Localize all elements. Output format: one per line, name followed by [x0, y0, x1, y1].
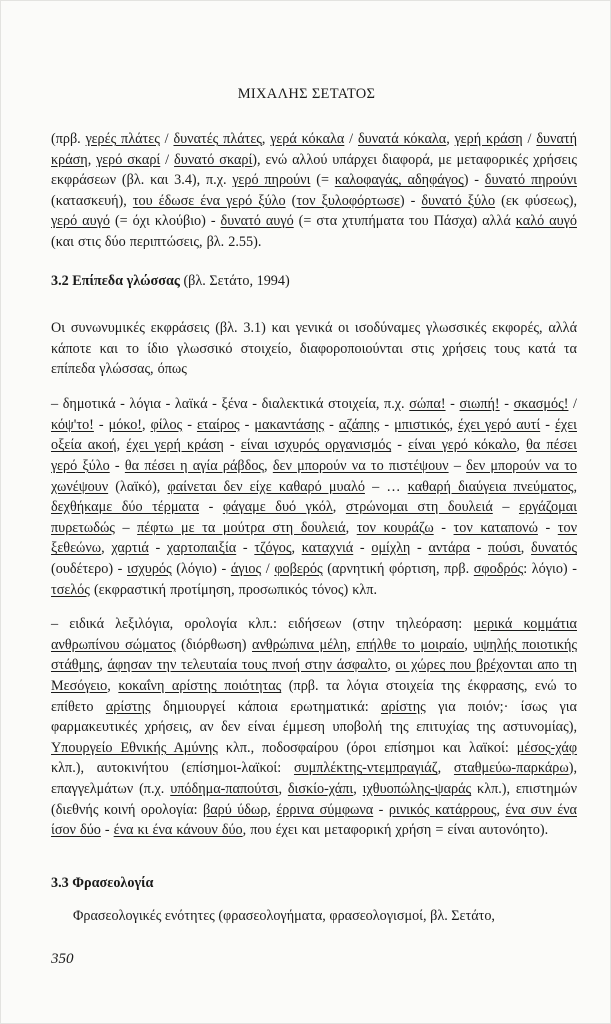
- text-run: -: [469, 540, 489, 557]
- text-run: ,: [446, 131, 455, 147]
- running-head: ΜΙΧΑΛΗΣ ΣΕΤΑΤΟΣ: [237, 86, 376, 102]
- underlined-expression: πέφτω με τα μούτρα στη δουλειά: [137, 519, 346, 536]
- underlined-expression: ομίχλη: [371, 540, 411, 557]
- underlined-expression: έχει γερή κράση: [126, 437, 224, 454]
- text-run: , που έχει και μεταφορική χρήση = είναι αυτονόητο).: [242, 822, 549, 839]
- underlined-expression: καθαρή διαύγεια πνεύματος: [407, 478, 574, 495]
- text-run: -: [223, 437, 241, 454]
- underlined-expression: υπόδημα-παπούτσι: [170, 781, 279, 798]
- text-run: -: [540, 416, 555, 433]
- underlined-expression: γερό πηρούνι: [232, 172, 311, 189]
- text-run: -: [373, 801, 389, 818]
- text-run: (πρβ. τα λόγια στοιχεία της έκφρασης, ενώ το επίθετο: [51, 678, 577, 715]
- para2-text: [51, 318, 577, 380]
- text-run: (= όχι κλούβιο) -: [109, 213, 221, 230]
- underlined-expression: έχει οξεία ακοή: [51, 416, 577, 454]
- text-run: ,: [87, 151, 97, 168]
- underlined-expression: στρώνομαι στη δουλειά: [345, 499, 493, 516]
- text-run: -: [236, 540, 255, 557]
- underlined-expression: μπιστικός: [394, 416, 450, 433]
- para4-text: [51, 614, 577, 841]
- paragraph-intro: [51, 129, 577, 253]
- text-run: /: [568, 396, 578, 413]
- underlined-expression: γερές πλάτες: [85, 131, 160, 147]
- text-run: κλπ.), επιστημών (διεθνής κοινή ορολογία:: [51, 781, 578, 818]
- underlined-expression: σφοδρός: [473, 560, 524, 577]
- underlined-expression: σώπα!: [409, 396, 446, 413]
- section-heading-3-3: [51, 875, 577, 892]
- underlined-expression: δυνατά κόκαλα: [357, 131, 447, 147]
- underlined-expression: τον καταπονώ: [453, 519, 538, 536]
- text-run: ,: [573, 478, 577, 495]
- section-ref: (βλ. Σετάτο, 1994): [179, 273, 290, 289]
- underlined-expression: δεχθήκαμε δύο τέρματα: [51, 499, 200, 516]
- text-run: Οι συνωνυμικές εκφράσεις (βλ. 3.1) και γενικά οι ισοδύναμες γλωσσικές εκφορές, αλλά κάποτε και το ίδιο γλωσσικό στοιχείο, διαφοροποιούνται στις χρήσεις τους κατά τα επίπεδα γλώσσας, όπως: [51, 320, 577, 378]
- underlined-expression: δυνατή κράση: [51, 131, 578, 168]
- text-run: δημιουργεί κάποια ερωτηματικά:: [150, 698, 382, 715]
- text-run: (ουδέτερο) -: [51, 560, 128, 577]
- underlined-expression: οι χώρες που βρέχονται απο τη Μεσόγειο: [51, 657, 577, 695]
- underlined-expression: σιωπή!: [459, 396, 500, 413]
- underlined-expression: δυνατό πηρούνι: [484, 172, 577, 189]
- text-run: ,: [107, 678, 119, 695]
- text-run: -: [499, 396, 514, 413]
- text-run: -: [100, 822, 114, 839]
- underlined-expression: τζόγος: [254, 540, 292, 557]
- text-run: ,: [345, 519, 357, 536]
- underlined-expression: χαρτοπαιξία: [166, 540, 237, 557]
- underlined-expression: μερικά κομμάτια ανθρωπίνου σώματος: [51, 616, 577, 653]
- underlined-expression: ανθρώπινα μέλη: [252, 636, 348, 653]
- underlined-expression: μέσος-χάφ: [516, 739, 578, 756]
- text-run: ,: [387, 657, 396, 674]
- text-run: ) -: [399, 192, 422, 209]
- underlined-expression: δυνατό σκαρί: [174, 151, 253, 168]
- underlined-expression: ιχθυοπώλης-ψαράς: [362, 781, 472, 798]
- text-run: (πρβ.: [51, 131, 86, 147]
- text-run: (αρνητική φόρτιση, πρβ.: [322, 560, 474, 577]
- para5-text: [51, 906, 577, 927]
- underlined-expression: χαρτιά: [111, 540, 149, 557]
- text-run: -: [109, 457, 125, 474]
- text-run: : λόγιο) -: [523, 560, 578, 577]
- text-run: ,: [116, 437, 127, 454]
- text-run: ,: [142, 416, 151, 433]
- page-number: 350: [51, 951, 74, 967]
- underlined-expression: δεν μπορούν να το χωνέψουν: [51, 457, 578, 495]
- text-run: -: [353, 540, 372, 557]
- underlined-expression: σταθμεύω-παρκάρω: [453, 760, 569, 777]
- text-run: (και στις δύο περιπτώσεις, βλ. 2.55).: [51, 233, 262, 250]
- para3-text: [51, 394, 577, 600]
- underlined-expression: μόκο!: [108, 416, 143, 433]
- underlined-expression: καλό αυγό: [515, 213, 577, 230]
- underlined-expression: άγιος: [230, 560, 262, 577]
- text-run: -: [445, 396, 460, 413]
- text-run: (εκφραστική προτίμηση, προσωπικός τόνος) κλπ.: [89, 581, 378, 598]
- underlined-expression: άφησαν την τελευταία τους πνοή στην άσφαλτο: [107, 657, 388, 674]
- text-run: ,: [332, 499, 346, 516]
- underlined-expression: έρρινα σύμφωνα: [276, 801, 374, 818]
- text-run: κλπ., ποδοσφαίρου (όροι επίσημοι και λαϊκοί:: [217, 739, 517, 756]
- underlined-expression: τον ξεθεώνω: [51, 519, 578, 557]
- underlined-expression: μακαντάσης: [254, 416, 325, 433]
- underlined-expression: αντάρα: [428, 540, 470, 557]
- text-run: – …: [364, 478, 408, 495]
- text-run: ,: [464, 636, 474, 653]
- text-run: κλπ.), αυτοκινήτου (επίσημοι-λαϊκοί:: [51, 760, 294, 777]
- underlined-expression: εργάζομαι πυρετωδώς: [51, 499, 578, 536]
- text-run: ,: [264, 457, 273, 474]
- underlined-expression: τον ξυλοφόρτωσε: [296, 192, 400, 209]
- text-run: -: [433, 519, 454, 536]
- underlined-expression: θα πέσει η αγία ράβδος: [124, 457, 265, 474]
- text-run: ) -: [463, 172, 485, 189]
- text-run: -: [93, 416, 109, 433]
- underlined-expression: γερή κράση: [454, 131, 523, 147]
- text-run: (διόρθωση): [175, 636, 253, 653]
- text-run: (=: [310, 172, 335, 189]
- underlined-expression: αρίστης: [381, 698, 426, 715]
- text-run: -: [182, 416, 197, 433]
- underlined-expression: εταίρος: [196, 416, 240, 433]
- underlined-expression: είναι ισχυρός οργανισμός: [240, 437, 392, 454]
- text-run: ,: [347, 636, 357, 653]
- text-run: ,: [101, 540, 112, 557]
- text-run: -: [391, 437, 409, 454]
- text-run: (κατασκευή),: [51, 192, 133, 209]
- underlined-expression: ένα κι ένα κάνουν δύο: [113, 822, 243, 839]
- text-run: – ειδικά λεξιλόγια, ορολογία κλπ.: ειδήσεων (στην τηλεόραση:: [51, 616, 474, 633]
- text-run: ,: [449, 416, 458, 433]
- underlined-expression: βαρύ ύδωρ: [203, 801, 268, 818]
- section-title: 3.3 Φρασεολογία: [51, 875, 154, 891]
- text-run: ,: [278, 781, 288, 798]
- underlined-expression: θα πέσει γερό ξύλο: [51, 437, 577, 474]
- text-run: –: [492, 499, 519, 516]
- underlined-expression: δυνατό ξύλο: [421, 192, 496, 209]
- section-heading-3-2: [51, 273, 577, 290]
- underlined-expression: αζάπης: [338, 416, 380, 433]
- underlined-expression: δεν μπορούν να το πιστέψουν: [272, 457, 449, 474]
- underlined-expression: κόψ'το!: [51, 416, 94, 433]
- text-run: -: [148, 540, 167, 557]
- underlined-expression: γερά κόκαλα: [270, 131, 345, 147]
- underlined-expression: πούσι: [488, 540, 521, 557]
- text-run: ,: [267, 801, 277, 818]
- text-run: -: [199, 499, 223, 516]
- underlined-expression: καλοφαγάς, αδηφάγος: [334, 172, 464, 189]
- text-run: (= στα χτυπήματα του Πάσχα) αλλά: [293, 213, 516, 230]
- text-run: (: [285, 192, 297, 209]
- underlined-expression: συμπλέκτης-ντεμπραγιάζ: [293, 760, 438, 777]
- underlined-expression: φαίνεται δεν είχε καθαρό μυαλό: [167, 478, 365, 495]
- text-run: /: [522, 131, 537, 147]
- text-run: /: [160, 151, 175, 168]
- text-run: για ποιόν;· ίσως για φαρμακευτικές χρήσεις, αν δεν είναι έμμεση υποβολή της επιτυχίας της αστυνομίας),: [51, 698, 577, 736]
- underlined-expression: Υπουργείο Εθνικής Αμύνης: [51, 739, 218, 756]
- text-run: – δημοτικά - λόγια - λαϊκά - ξένα - διαλεκτικά στοιχεία, π.χ.: [51, 396, 410, 413]
- text-run: ,: [353, 781, 363, 798]
- text-run: /: [261, 560, 275, 577]
- text-run: -: [239, 416, 255, 433]
- text-run: /: [159, 131, 174, 147]
- text-run: -: [537, 519, 558, 536]
- underlined-expression: σκασμός!: [513, 396, 569, 413]
- text-run: (λαϊκό),: [108, 478, 168, 495]
- text-run: -: [324, 416, 339, 433]
- underlined-expression: είναι γερό κόκαλο: [408, 437, 517, 454]
- underlined-expression: ρινικός κατάρρους: [388, 801, 497, 818]
- text-run: -: [379, 416, 395, 433]
- text-run: Φρασεολογικές ενότητες (φρασεολογήματα, φρασεολογισμοί, βλ. Σετάτο,: [73, 908, 495, 924]
- section-title: 3.2 Επίπεδα γλώσσας: [51, 273, 180, 289]
- text-run: –: [114, 519, 138, 536]
- text-run: –: [448, 457, 467, 474]
- underlined-expression: δυνατές πλάτες: [173, 131, 262, 147]
- text-run: -: [410, 540, 429, 557]
- text-run: ), ενώ αλλού υπάρχει διαφορά, με μεταφορικές χρήσεις εκφράσεων (βλ. και 3.4), π.χ.: [51, 151, 577, 189]
- underlined-expression: έχει γερό αυτί: [458, 416, 541, 433]
- underlined-expression: καταχνιά: [301, 540, 354, 557]
- underlined-expression: τον κουράζω: [356, 519, 434, 536]
- underlined-expression: δυνατό αυγό: [220, 213, 294, 230]
- underlined-expression: γερό αυγό: [51, 213, 110, 230]
- text-run: ,: [496, 801, 506, 818]
- text-run: ,: [291, 540, 302, 557]
- underlined-expression: φάγαμε δυό γκόλ: [222, 499, 333, 516]
- text-run: ,: [520, 540, 532, 557]
- text-run: (λόγιο) -: [171, 560, 231, 577]
- text-run: (εκ φύσεως),: [495, 192, 577, 209]
- underlined-expression: υψηλής ποιοτικής στάθμης: [51, 636, 577, 674]
- underlined-expression: φοβερός: [274, 560, 323, 577]
- underlined-expression: δισκίο-χάπι: [287, 781, 354, 798]
- text-run: ,: [437, 760, 454, 777]
- section-3-2-body: [51, 304, 577, 855]
- text-run: /: [344, 131, 358, 147]
- text-run: ), επαγγελμάτων (π.χ.: [51, 760, 577, 798]
- underlined-expression: του έδωσε ένα γερό ξύλο: [132, 192, 286, 209]
- underlined-expression: κοκαΐνη αρίστης ποιότητας: [118, 678, 282, 695]
- underlined-expression: δυνατός: [531, 540, 577, 557]
- text-run: ,: [261, 131, 271, 147]
- text-run: ,: [516, 437, 527, 454]
- underlined-expression: γερό σκαρί: [96, 151, 161, 168]
- underlined-expression: αρίστης: [105, 698, 151, 715]
- underlined-expression: τσελός: [51, 581, 90, 598]
- text-run: ,: [99, 657, 108, 674]
- underlined-expression: φίλος: [150, 416, 183, 433]
- underlined-expression: επήλθε το μοιραίο: [356, 636, 465, 653]
- para1-text: [51, 129, 577, 253]
- underlined-expression: ισχυρός: [127, 560, 172, 577]
- underlined-expression: ένα συν ένα ίσον δύο: [51, 801, 577, 839]
